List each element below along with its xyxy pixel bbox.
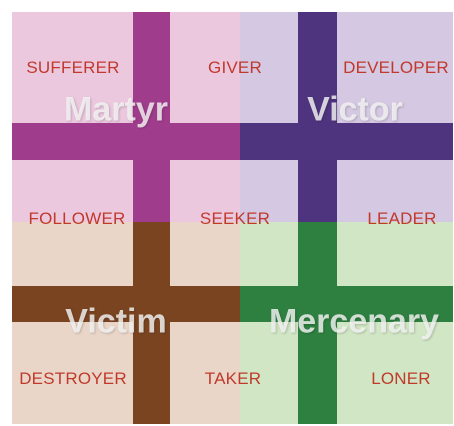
label-martyr: Martyr xyxy=(64,90,168,129)
word-sufferer: SUFFERER xyxy=(26,58,120,77)
word-giver: GIVER xyxy=(208,58,262,77)
word-leader: LEADER xyxy=(367,209,437,228)
label-victor: Victor xyxy=(307,90,403,129)
label-mercenary: Mercenary xyxy=(268,302,440,341)
word-developer: DEVELOPER xyxy=(343,58,449,77)
word-loner: LONER xyxy=(371,369,431,388)
label-victim: Victim xyxy=(65,302,167,341)
word-taker: TAKER xyxy=(204,369,262,388)
word-destroyer: DESTROYER xyxy=(19,369,127,388)
word-follower: FOLLOWER xyxy=(28,209,126,228)
word-seeker: SEEKER xyxy=(199,209,271,228)
